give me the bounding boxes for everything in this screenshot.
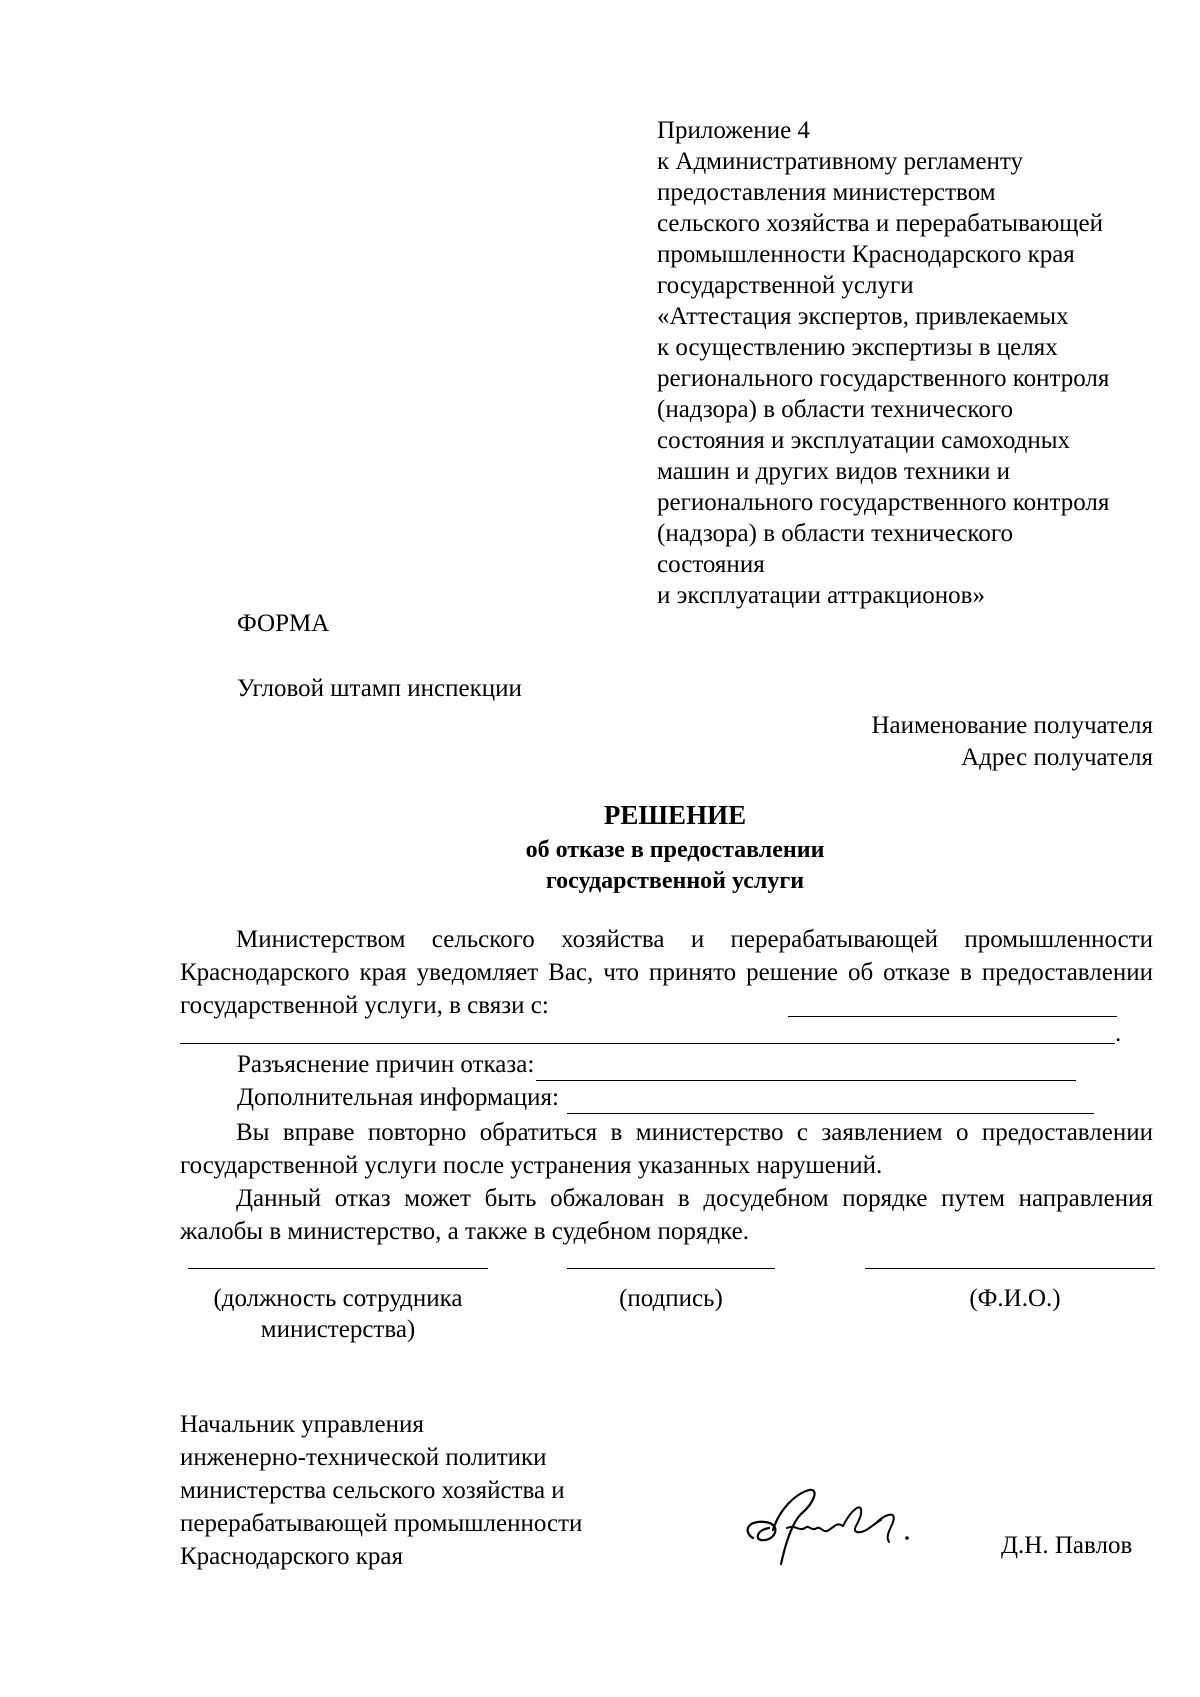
- appendix-line: состояния: [657, 551, 765, 578]
- footer-line: перерабатывающей промышленности: [180, 1510, 583, 1537]
- reason-fill-line-1-wrap: [786, 990, 1117, 1017]
- appendix-line: (надзора) в области технического: [657, 520, 1013, 547]
- decision-text: Министерством сельского хозяйства и перерабатывающей промышленности Краснодарского края уведомляет Вас, что принято решение об отказе в предоставлении государственной услуги, в связи с:: [180, 926, 1153, 1019]
- recipient-name: Наименование получателя: [871, 712, 1153, 739]
- position-sign-line: [188, 1268, 488, 1269]
- form-label: ФОРМА: [237, 610, 330, 637]
- document-subtitle-2: государственной услуги: [545, 868, 805, 894]
- stamp-label: Угловой штамп инспекции: [237, 675, 522, 702]
- appendix-header: [657, 115, 1177, 611]
- footer-line: Краснодарского края: [180, 1543, 403, 1570]
- document-title: РЕШЕНИЕ: [603, 800, 747, 830]
- appendix-line: машин и других видов техники и: [657, 458, 1010, 485]
- appendix-line: промышленности Краснодарского края: [657, 241, 1075, 268]
- name-caption: (Ф.И.О.): [969, 1285, 1061, 1312]
- signer-name: Д.Н. Павлов: [1001, 1532, 1133, 1559]
- appendix-line: (надзора) в области технического: [657, 396, 1013, 423]
- position-caption: (должность сотрудника министерства): [213, 1285, 463, 1343]
- reason-fill-line-2: [180, 1043, 1115, 1044]
- appendix-line: регионального государственного контроля: [657, 489, 1110, 516]
- recipient-block: [871, 710, 1153, 774]
- document-subtitle-1: об отказе в предоставлении: [525, 837, 825, 863]
- footer-signatory-title: [180, 1408, 582, 1573]
- signature-sign-line: [567, 1268, 775, 1269]
- reasons-fill-line: [536, 1054, 1076, 1081]
- footer-line: инженерно-технической политики: [180, 1444, 547, 1471]
- appendix-line: Приложение 4: [657, 117, 810, 144]
- appendix-line: предоставления министерством: [657, 179, 996, 206]
- additional-fill-line: [567, 1087, 1094, 1114]
- appeal-paragraph: Данный отказ может быть обжалован в досудебном порядке путем направления жалобы в министерство, а также в судебном порядке.: [180, 1185, 1153, 1245]
- handwritten-signature-icon: [735, 1480, 935, 1570]
- line-period: .: [1115, 1020, 1122, 1047]
- additional-label: Дополнительная информация:: [237, 1084, 559, 1111]
- name-sign-line: [865, 1268, 1155, 1269]
- signature-caption: (подпись): [619, 1285, 723, 1312]
- appendix-line: к Административному регламенту: [657, 148, 1024, 175]
- appendix-line: «Аттестация экспертов, привлекаемых: [657, 303, 1069, 330]
- reason-fill-line-1: [788, 990, 1117, 1017]
- appendix-line: сельского хозяйства и перерабатывающей: [657, 210, 1104, 237]
- appendix-line: и эксплуатации аттракционов»: [657, 582, 985, 609]
- appendix-line: состояния и эксплуатации самоходных: [657, 427, 1071, 454]
- reapply-paragraph: Вы вправе повторно обратиться в министерство с заявлением о предоставлении государственной услуги после устранения указанных нарушений.: [180, 1119, 1153, 1179]
- reasons-label: Разъяснение причин отказа:: [237, 1051, 535, 1078]
- reasons-row: [237, 1048, 1076, 1081]
- footer-line: министерства сельского хозяйства и: [180, 1477, 565, 1504]
- recipient-address: Адрес получателя: [961, 744, 1153, 771]
- appendix-line: к осуществлению экспертизы в целях: [657, 334, 1058, 361]
- additional-row: [237, 1081, 1094, 1114]
- footer-line: Начальник управления: [180, 1411, 424, 1438]
- appendix-line: государственной услуги: [657, 272, 914, 299]
- appendix-line: регионального государственного контроля: [657, 365, 1110, 392]
